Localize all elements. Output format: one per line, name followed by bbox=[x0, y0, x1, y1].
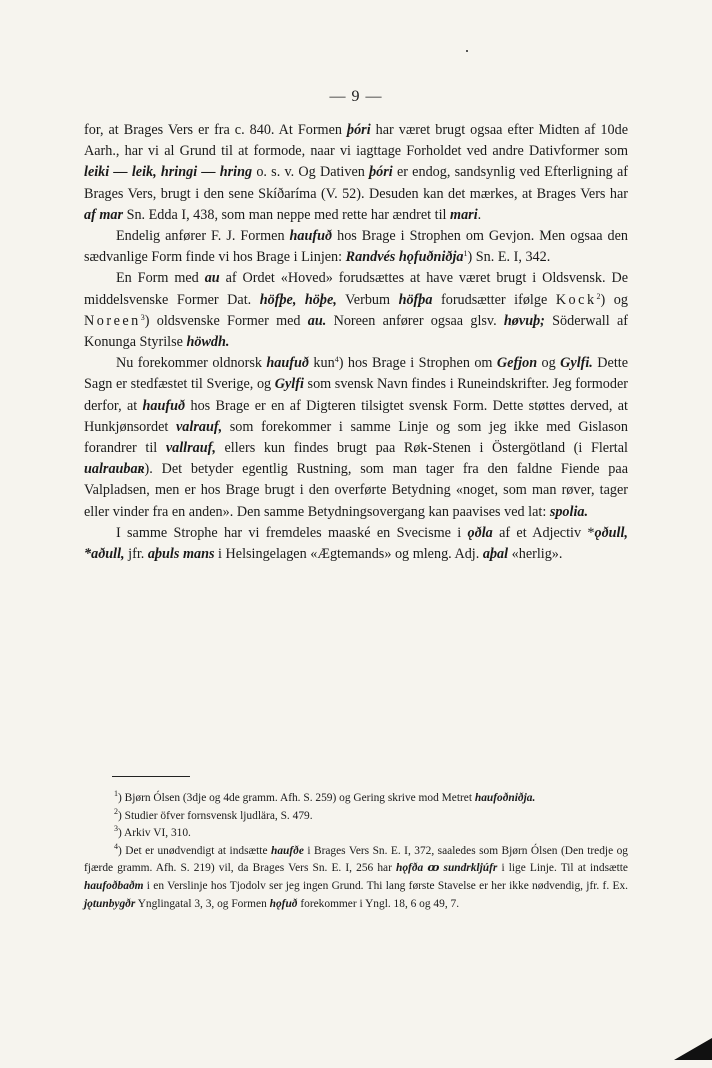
spaced-name: Kock bbox=[555, 291, 597, 308]
italic-term: haufoðniðja. bbox=[474, 792, 536, 804]
italic-term: ualraubaʀ bbox=[84, 461, 145, 478]
text-run: ellers kun findes brugt paa Røk-Stenen i Östergötland (i Flertal bbox=[215, 440, 628, 457]
italic-term: au bbox=[204, 270, 220, 287]
italic-term: haufuð bbox=[266, 355, 309, 372]
text-run: og bbox=[537, 355, 561, 372]
italic-term: høvuþ; bbox=[503, 312, 545, 329]
spaced-name: Noreen bbox=[84, 312, 141, 329]
text-run: som svensk Navn findes i Runeindskrifter. Jeg formoder derfor, at bbox=[84, 376, 629, 414]
text-run: Noreen anfører ogsaa glsv. bbox=[326, 312, 504, 329]
text-run: er endog, sandsynlig ved Efterligning af Brages Vers, brugt i den sene Skíðaríma (V. 52). Desuden kan det mærkes, at Brages Vers har bbox=[84, 164, 629, 202]
text-run: Sn. Edda I, 438, som man neppe med rette har ændret til bbox=[123, 206, 451, 223]
italic-term: hǫfuð bbox=[269, 897, 298, 910]
text-run: forekommer i Yngl. 18, 6 og 49, 7. bbox=[297, 897, 460, 910]
footnote-ref: 4 bbox=[334, 355, 339, 365]
italic-term: valrauf, bbox=[176, 418, 223, 435]
text-run: o. s. v. Og Dativen bbox=[252, 164, 370, 181]
paragraph-4 bbox=[84, 353, 628, 523]
italic-term: haufðe bbox=[270, 844, 304, 857]
text-run: En Form med bbox=[116, 270, 205, 287]
text-run: ) hos Brage i Strophen om bbox=[338, 355, 497, 372]
italic-term: Randvés hǫfuðniðja bbox=[345, 249, 464, 266]
text-run: ) oldsvenske Former med bbox=[144, 312, 308, 329]
italic-term: haufuð bbox=[142, 397, 186, 414]
text-run: Endelig anfører F. J. Formen bbox=[116, 228, 290, 245]
text-run: ) Studier öfver fornsvensk ljudlära, S. 479. bbox=[118, 809, 313, 822]
footnote-4 bbox=[84, 843, 628, 913]
text-run: Dette Sagn er stedfæstet til Sverige, og bbox=[84, 355, 629, 393]
footnote-2 bbox=[84, 808, 628, 826]
italic-term: höwdh. bbox=[186, 334, 230, 351]
italic-term: haufoðbaðm bbox=[84, 879, 144, 892]
paragraph-5 bbox=[84, 523, 628, 565]
footnote-ref: 2 bbox=[596, 291, 601, 301]
paragraph-2 bbox=[84, 226, 628, 268]
footnote-1 bbox=[84, 790, 628, 808]
footnotes bbox=[84, 790, 628, 913]
italic-term: jǫtunbygðr bbox=[84, 897, 136, 910]
italic-term: Gylfi bbox=[274, 376, 304, 393]
body-text bbox=[84, 120, 628, 565]
text-run: jfr. bbox=[124, 546, 148, 563]
text-run: har været brugt ogsaa efter Midten af 10de Aarh., har vi al Grund til at formode, naar vi iagttage Forholdet ved andre Dativformer som bbox=[84, 122, 628, 160]
text-run: ) Det er unødvendigt at indsætte bbox=[118, 844, 271, 857]
italic-term: höfþe, höþe, bbox=[259, 291, 337, 308]
text-run: af Ordet «Hoved» forudsættes at have været brugt i Oldsvensk. De middelsvenske Former Dat. bbox=[84, 270, 628, 308]
text-run: «herlig». bbox=[508, 546, 563, 563]
text-run: . bbox=[477, 206, 482, 223]
footnote-ref: 1 bbox=[463, 249, 468, 259]
paragraph-1 bbox=[84, 120, 628, 226]
italic-term: þóri bbox=[369, 164, 393, 181]
paragraph-3 bbox=[84, 268, 628, 353]
text-run: af et Adjectiv * bbox=[492, 524, 595, 541]
scan-corner-mark bbox=[674, 1038, 712, 1060]
italic-term: spolia. bbox=[549, 503, 589, 520]
text-run: ) Arkiv VI, 310. bbox=[118, 827, 191, 840]
text-run: i lige Linje. Til at indsætte bbox=[497, 862, 628, 875]
italic-term: höfþa bbox=[398, 291, 433, 308]
ink-speck bbox=[466, 50, 468, 52]
text-run: for, at Brages Vers er fra c. 840. At Formen bbox=[84, 122, 347, 138]
italic-term: mari bbox=[450, 206, 478, 223]
text-run: i Brages Vers Sn. E. I, 372, saaledes som Bjørn Ólsen (Den tredje og fjærde gramm. Afh. S. 219) vil, da Brages Vers Sn. E. I, 256 har bbox=[84, 844, 628, 875]
footnote-divider bbox=[112, 776, 190, 777]
text-run: I samme Strophe har vi fremdeles maaské en Svecisme i bbox=[116, 524, 468, 541]
text-run: Söderwall af Konunga Styrilse bbox=[84, 312, 628, 351]
italic-term: ǫðla bbox=[467, 524, 493, 541]
italic-term: hǫfða ꝏ sundrkljúfr bbox=[396, 862, 498, 875]
italic-term: leiki — leik, hringi — hring bbox=[84, 164, 253, 181]
italic-term: aþal bbox=[482, 546, 509, 563]
italic-term: af mar bbox=[84, 206, 124, 223]
italic-term: Gefjon bbox=[496, 355, 538, 372]
text-run: Nu forekommer oldnorsk bbox=[116, 355, 267, 372]
italic-term: þóri bbox=[346, 122, 371, 138]
footnote-mark: 2 bbox=[114, 806, 118, 816]
footnote-mark: 4 bbox=[114, 841, 118, 851]
italic-term: vallrauf, bbox=[165, 440, 216, 457]
text-run: ). Det betyder egentlig Rustning, som man tager fra den faldne Fiende paa Valpladsen, men er hos Brage brugt i den overførte Betydning «noget, som man røver, tager eller vinder fra en anden». Den samme Betydningsovergang kan paavises ved lat: bbox=[84, 461, 628, 520]
text-run: ) og bbox=[600, 291, 628, 308]
italic-term: Gylfi. bbox=[560, 355, 593, 372]
italic-term: haufuð bbox=[289, 228, 333, 245]
italic-term: ǫðull, *aðull, bbox=[84, 524, 628, 563]
footnote-mark: 3 bbox=[114, 824, 118, 834]
text-run: ) Sn. E. I, 342. bbox=[467, 249, 551, 266]
text-run: hos Brage er en af Digteren tilsigtet svensk Form. Dette støttes derved, at Hunkjønsordet bbox=[84, 397, 628, 435]
text-run: ) Bjørn Ólsen (3dje og 4de gramm. Afh. S. 259) og Gering skrive mod Metret bbox=[118, 792, 475, 804]
text-run: forudsætter ifølge bbox=[432, 291, 556, 308]
text-run: i Helsingelagen «Ægtemands» og mleng. Adj. bbox=[214, 546, 483, 563]
footnote-mark: 1 bbox=[114, 789, 118, 798]
text-run: i en Verslinje hos Tjodolv ser jeg ingen Grund. Thi lang første Stavelse er her ikke nødvendig, jfr. f. Ex. bbox=[143, 879, 628, 892]
text-run: kun bbox=[309, 355, 335, 372]
text-run: Verbum bbox=[336, 291, 399, 308]
text-run: Ynglingatal 3, 3, og Formen bbox=[135, 897, 270, 910]
italic-term: aþuls mans bbox=[147, 546, 215, 563]
text-run: som forekommer i samme Linje og som jeg ikke med Gislason forandrer til bbox=[84, 418, 628, 457]
page-number: — 9 — bbox=[329, 88, 383, 105]
text-run: hos Brage i Strophen om Gevjon. Men ogsaa den sædvanlige Form finde vi hos Brage i Linjen: bbox=[84, 228, 628, 266]
footnote-3 bbox=[84, 825, 628, 843]
italic-term: au. bbox=[307, 312, 327, 329]
footnote-ref: 3 bbox=[140, 312, 145, 322]
